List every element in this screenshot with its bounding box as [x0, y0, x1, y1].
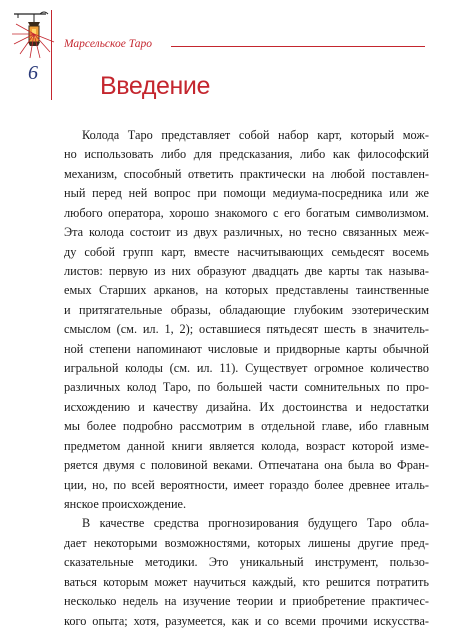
text-line: механизм, способный ответить практически на любой поставлен-: [64, 166, 429, 181]
text-line: ный перед ней вопрос при помощи медиума-посредника или же: [64, 186, 429, 201]
text-line: дает некоторыми возможностями, которых лишены другие пред-: [64, 535, 429, 550]
text-line: сказательные методики. Это уникальный инструмент, пользо-: [64, 555, 429, 570]
lantern-icon: [10, 8, 56, 66]
text-line: но использовать либо для предсказания, либо как философский: [64, 147, 429, 162]
text-line: любого оператора, хорошо знакомого с его богатым символизмом.: [64, 205, 429, 220]
header-rule: [171, 46, 425, 47]
text-line: ду собой групп карт, вместе насчитывающих семьдесят восемь: [64, 244, 429, 259]
page-number: 6: [28, 62, 38, 84]
header-vertical-rule: [51, 10, 52, 100]
text-line: кого опыта; хотя, разумеется, как и со всеми прочими искусства-: [64, 613, 429, 628]
text-line: исхождению и качеству дизайна. Их достоинства и недостатки: [64, 399, 429, 414]
text-line: ваться которым может научиться каждый, кто решится потратить: [64, 574, 429, 589]
text-line: игральной колоды (см. ил. 11). Существует огромное количество: [64, 361, 429, 376]
text-line: ряется двумя с половиной веками. Отпечатана она была во Фран-: [64, 458, 429, 473]
text-line: и притягательные образы, обладающие глубоким эзотерическим: [64, 302, 429, 317]
text-line: янское происхождение.: [64, 497, 187, 512]
text-line: смыслом (см. ил. 1, 2); оставшиеся пятьдесят шесть в значитель-: [64, 322, 429, 337]
text-line: емых Старших арканов, на которых представлены таинственные: [64, 283, 429, 298]
text-line: предметом данной книги является колода, возраст которой изме-: [64, 438, 429, 453]
body-text: [64, 126, 429, 631]
text-line: листов: первую из них образуют двадцать две карты так называ-: [64, 263, 429, 278]
text-line: ции, но, по всей вероятности, имеет гораздо более древнее италь-: [64, 477, 429, 492]
text-line: несколько недель на изучение теории и приобретение практичес-: [64, 594, 429, 609]
chapter-title: Введение: [100, 72, 210, 100]
text-line: Колода Таро представляет собой набор карт, который мож-: [82, 128, 429, 142]
text-line: В качестве средства прогнозирования будущего Таро обла-: [82, 516, 429, 531]
running-title: Марсельское Таро: [64, 38, 152, 50]
text-line: Эта колода состоит из двух различных, но тесно связанных меж-: [64, 225, 429, 240]
text-line: ной степени напоминают числовые и придворные карты обычной: [64, 341, 429, 356]
text-line: различных колод Таро, по большей части сомнительных по про-: [64, 380, 429, 395]
text-line: мы более подробно рассмотрим в отдельной главе, ибо главным: [64, 419, 429, 434]
